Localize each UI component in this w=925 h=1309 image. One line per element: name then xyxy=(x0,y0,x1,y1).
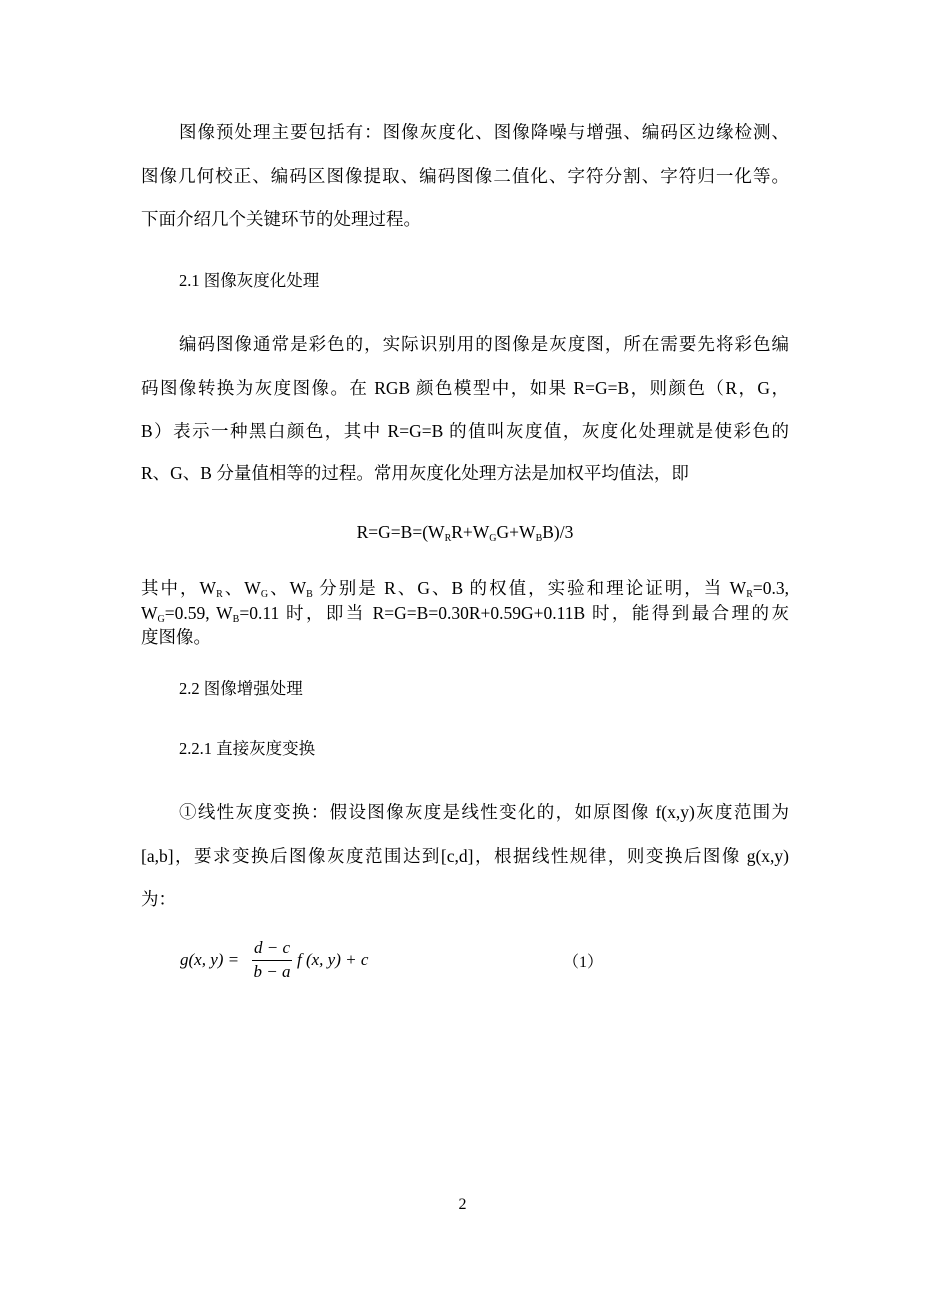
equation-number: （1） xyxy=(563,954,604,971)
grayscale-line-1: 编码图像通常是彩色的，实际识别用的图像是灰度图，所在需要先将彩色编 xyxy=(179,334,789,354)
linear-line-1: ①线性灰度变换：假设图像灰度是线性变化的，如原图像 f(x,y)灰度范围为 xyxy=(179,802,789,822)
grayscale-line-4: R、G、B 分量值相等的过程。常用灰度化处理方法是加权平均值法，即 xyxy=(141,463,689,483)
weights-line-3: 度图像。 xyxy=(141,627,211,647)
equation-lhs: g(x, y) = xyxy=(180,950,240,969)
intro-line-2: 图像几何校正、编码区图像提取、编码图像二值化、字符分割、字符归一化等。 xyxy=(141,166,789,186)
intro-line-1: 图像预处理主要包括有：图像灰度化、图像降噪与增强、编码区边缘检测、 xyxy=(179,122,789,142)
equation-rhs: f (x, y) + c xyxy=(297,950,369,969)
weighted-average-formula: $R=G=B=(W_RR+W_GG+W_BB)/3$ xyxy=(356,522,574,544)
page-number: 2 xyxy=(458,1196,467,1213)
fraction-numerator: d − c xyxy=(253,938,291,957)
intro-line-3: 下面介绍几个关键环节的处理过程。 xyxy=(141,209,421,229)
linear-transform-equation xyxy=(180,938,400,986)
weights-line-2: $W_G=0.59$, $W_B=0.11$ 时，即当 R=G=B=0.30R+0.59G+0.11B 时，能得到最合理的灰 xyxy=(141,603,789,625)
grayscale-line-2: 码图像转换为灰度图像。在 RGB 颜色模型中，如果 R=G=B，则颜色（R，G， xyxy=(141,378,789,398)
linear-line-2: [a,b]，要求变换后图像灰度范围达到[c,d]，根据线性规律，则变换后图像 g(x,y) xyxy=(141,846,789,866)
weights-line-1: 其中，$W_R$、$W_G$、$W_B$ 分别是 R、G、B 的权值，实验和理论证明，当 $W_R=0.3$, xyxy=(141,578,789,600)
section-heading-2-2-1: 2.2.1 直接灰度变换 xyxy=(179,739,316,758)
section-heading-2-2: 2.2 图像增强处理 xyxy=(179,679,303,698)
fraction-denominator: b − a xyxy=(253,962,291,981)
grayscale-line-3: B）表示一种黑白颜色，其中 R=G=B 的值叫灰度值，灰度化处理就是使彩色的 xyxy=(141,421,789,441)
section-heading-2-1: 2.1 图像灰度化处理 xyxy=(179,271,320,290)
fraction-bar xyxy=(252,960,292,961)
linear-line-3: 为： xyxy=(141,889,176,909)
